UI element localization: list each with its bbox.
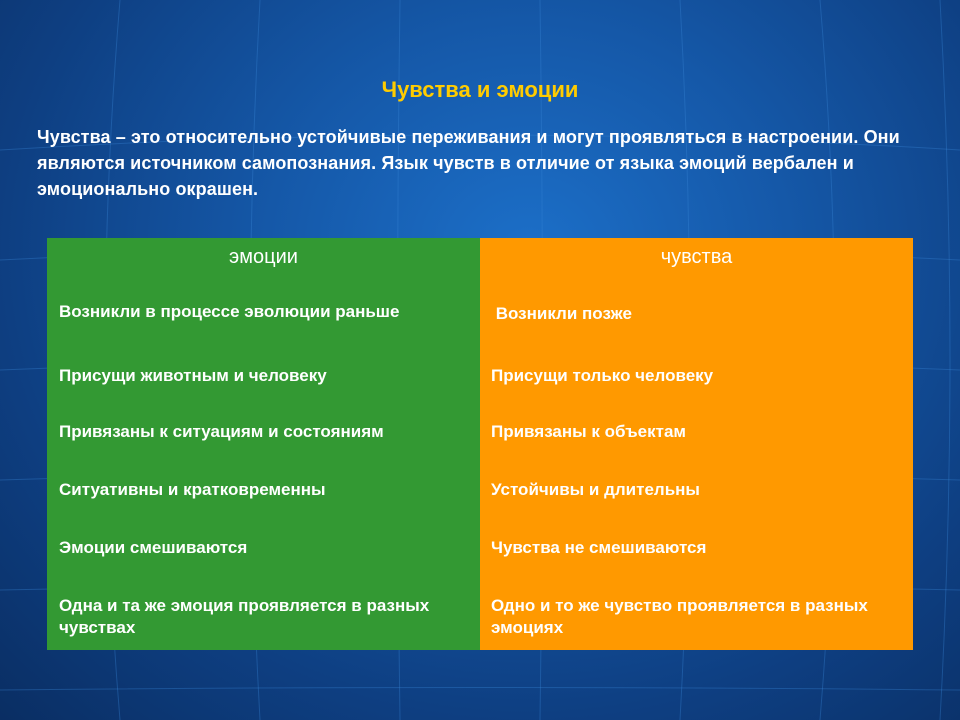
feelings-cell: Привязаны к объектам [491, 422, 686, 441]
emotions-header: эмоции [229, 246, 298, 268]
feelings-cell: Возникли позже [491, 304, 632, 323]
page-title: Чувства и эмоции [381, 77, 579, 102]
emotions-cell: Присущи животным и человеку [59, 366, 327, 385]
feelings-cell: Чувства не смешиваются [491, 538, 707, 557]
comparison-table [47, 238, 913, 650]
intro-paragraph: Чувства – это относительно устойчивые переживания и могут проявляться в настроении. Они являются источником самопознания. Язык чувств в отличие от языка эмоций вербален и эмоционально окрашен. [37, 127, 900, 199]
emotions-cell: Одна и та же эмоция проявляется в разных чувствах [59, 596, 430, 637]
feelings-cell: Устойчивы и длительны [491, 480, 700, 499]
feelings-cell: Одно и то же чувство проявляется в разных эмоциях [491, 596, 868, 637]
emotions-cell: Возникли в процессе эволюции раньше [59, 302, 400, 321]
emotions-cell: Эмоции смешиваются [59, 538, 248, 557]
feelings-header: чувства [660, 246, 733, 268]
emotions-cell: Ситуативны и кратковременны [59, 480, 326, 499]
feelings-column [480, 238, 913, 650]
emotions-column [47, 238, 480, 650]
feelings-cell: Присущи только человеку [491, 366, 714, 385]
emotions-cell: Привязаны к ситуациям и состояниям [59, 422, 384, 441]
